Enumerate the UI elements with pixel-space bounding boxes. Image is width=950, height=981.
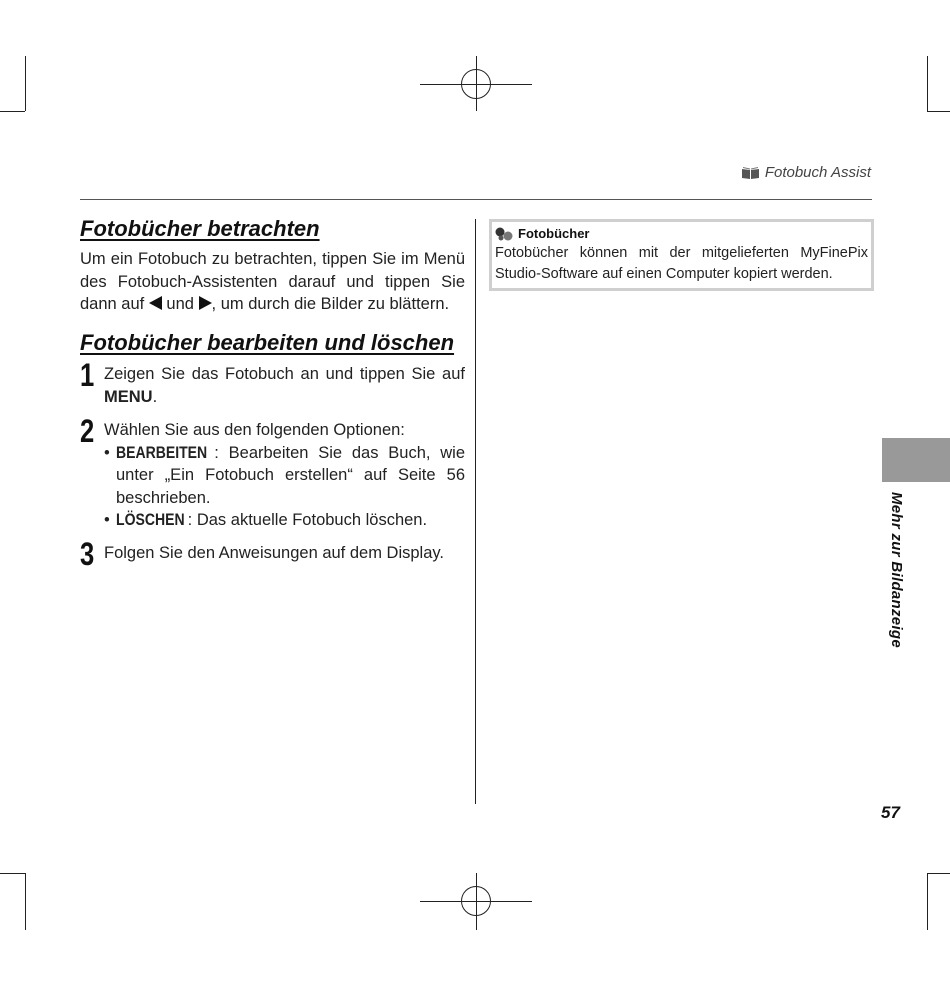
step-2	[80, 413, 465, 532]
step-1	[80, 357, 465, 408]
section-title-view: Fotobücher betrachten	[80, 216, 320, 241]
running-header	[741, 164, 871, 181]
side-tab	[882, 438, 950, 482]
step-number: 1	[80, 357, 95, 393]
side-tab-label: Mehr zur Bildanzeige	[888, 492, 905, 649]
book-icon	[741, 167, 760, 179]
registration-circle	[461, 886, 491, 916]
crop-mark	[927, 873, 928, 930]
crop-mark	[0, 111, 25, 112]
step-number: 2	[80, 413, 95, 449]
note-icon	[495, 227, 514, 241]
step-1-text: Zeigen Sie das Fotobuch an und tippen Sie auf	[104, 365, 465, 383]
step-number: 3	[80, 536, 95, 572]
page-number: 57	[881, 803, 900, 822]
header-divider	[80, 199, 872, 200]
option-text: : Das aktuelle Fotobuch löschen.	[187, 511, 428, 529]
option-delete	[104, 509, 465, 532]
registration-circle	[461, 69, 491, 99]
menu-keyword: MENU	[104, 387, 153, 406]
crop-mark	[25, 56, 26, 111]
option-label: LÖSCHEN	[116, 511, 185, 529]
step-1-suffix: .	[152, 387, 158, 406]
option-text: : Bearbeiten Sie das Buch, wie unter „Ein Fotobuch erstellen“ auf Seite 56 beschrieben.	[116, 443, 465, 507]
right-triangle-icon	[199, 296, 212, 310]
crop-mark	[927, 56, 928, 111]
view-text-before: Um ein Fotobuch zu betrachten, tippen Sie im Menü des Fotobuch-Assistenten darauf und tippen Sie dann auf	[80, 250, 465, 313]
note-text: Fotobücher können mit der mitgelieferten MyFinePix Studio-Software auf einen Computer kopiert werden.	[495, 245, 868, 282]
step-text	[104, 363, 465, 408]
view-text-after: , um durch die Bilder zu blättern.	[211, 295, 450, 313]
bullet: •	[104, 511, 110, 529]
note-box	[489, 219, 874, 291]
crop-mark	[927, 111, 950, 112]
crop-mark	[0, 873, 25, 874]
step-text: Folgen Sie den Anweisungen auf dem Display.	[104, 544, 444, 562]
step-text: Wählen Sie aus den folgenden Optionen:	[104, 421, 405, 439]
crop-mark	[25, 873, 26, 930]
option-label: BEARBEITEN	[116, 443, 208, 462]
view-text-middle: und	[166, 295, 194, 313]
section-title-edit-delete: Fotobücher bearbeiten und löschen	[80, 330, 455, 355]
column-divider	[475, 219, 476, 804]
note-title: Fotobücher	[518, 226, 590, 241]
left-triangle-icon	[149, 296, 162, 310]
note-header	[495, 226, 868, 241]
bullet: •	[104, 443, 110, 462]
crop-mark	[927, 873, 950, 874]
step-3	[80, 536, 465, 572]
section-view-text	[80, 248, 465, 316]
running-header-title: Fotobuch Assist	[764, 164, 871, 181]
option-edit	[104, 442, 465, 510]
